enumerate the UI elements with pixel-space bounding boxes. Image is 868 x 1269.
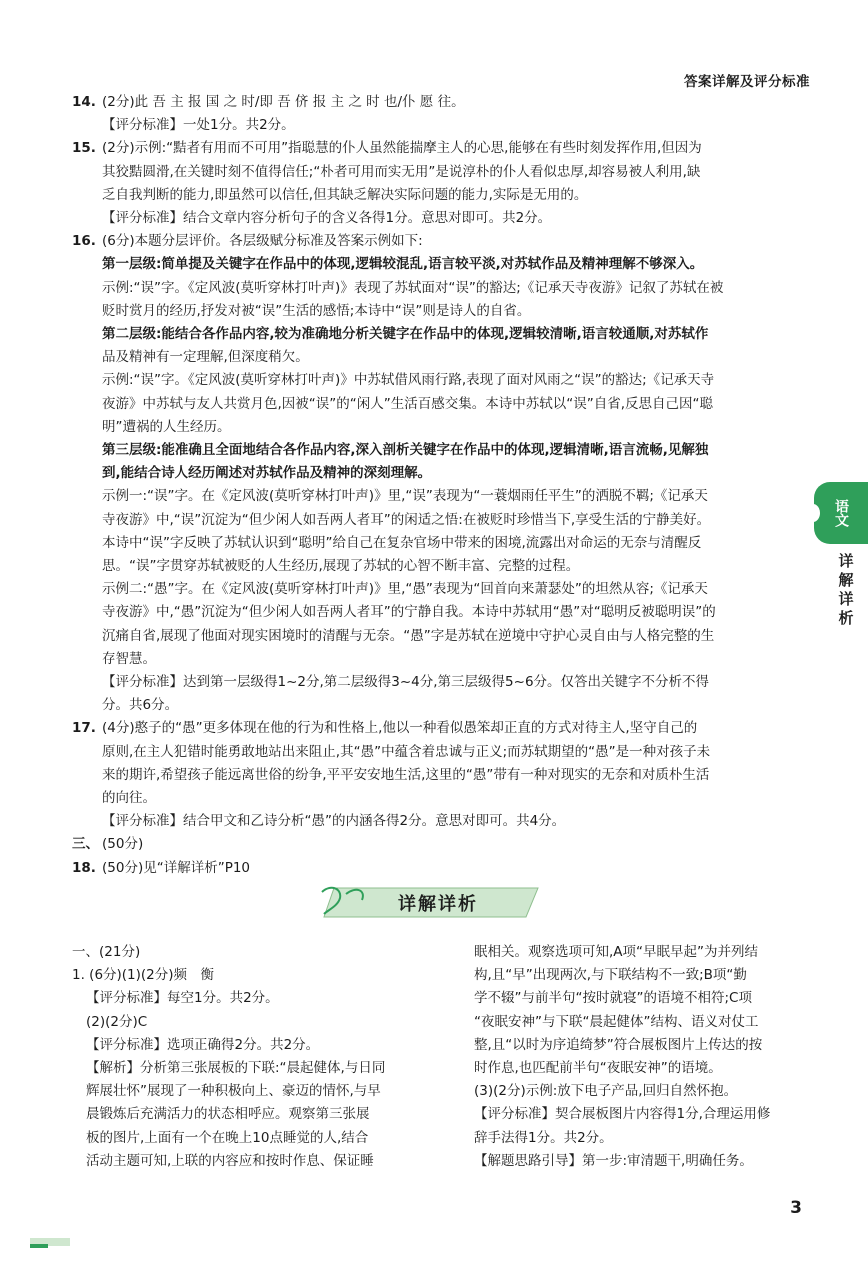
answer-line — [102, 324, 708, 344]
question-number: 三、 — [72, 836, 99, 853]
answer-line — [102, 486, 708, 506]
answer-text: 沉痛自省,展现了他面对现实困境时的清醒与无奈。“愚”字是苏轼在逆境中守护心灵自由与人格完整的生 — [102, 627, 715, 644]
column-line: 时作息,也匹配前半句“夜眠安神”的语境。 — [474, 1060, 722, 1076]
column-line: (2)(2分)C — [86, 1013, 148, 1030]
answer-line — [72, 834, 143, 854]
answer-text: (50分) — [102, 836, 144, 853]
answer-text: 存智慧。 — [102, 650, 156, 667]
answer-text: 明”遭祸的人生经历。 — [102, 418, 231, 435]
answer-text: 示例:“误”字。《定风波(莫听穿林打叶声)》表现了苏轼面对“误”的豁达;《记承天寺夜游》记叙了苏轼在被 — [102, 279, 724, 296]
answer-text: 第二层级:能结合各作品内容,较为准确地分析关键字在作品中的体现,逻辑较清晰,语言较通顺,对苏轼作 — [102, 326, 709, 342]
column-line: (3)(2分)示例:放下电子产品,回归自然怀抱。 — [474, 1083, 738, 1100]
answer-line — [102, 672, 709, 692]
answer-text: 示例一:“误”字。在《定风波(莫听穿林打叶声)》里,“误”表现为“一蓑烟雨任平生”的洒脱不羁;《记承天 — [102, 488, 708, 505]
answer-text: 来的期许,希望孩子能远离世俗的纷争,平平安安地生活,这里的“愚”带有一种对现实的无奈和对质朴生活 — [102, 766, 710, 783]
answer-line — [72, 138, 702, 158]
column-line: 1. (6分)(1)(2分)频 衡 — [72, 967, 215, 984]
answer-text: 示例二:“愚”字。在《定风波(莫听穿林打叶声)》里,“愚”表现为“回首向来萧瑟处”的坦然从容;《记承天 — [102, 581, 708, 598]
answer-text: 第一层级:简单提及关键字在作品中的体现,逻辑较混乱,语言较平淡,对苏轼作品及精神理解不够深入。 — [102, 256, 704, 273]
column-line: 晨锻炼后充满活力的状态相呼应。观察第三张展 — [86, 1106, 370, 1123]
answer-line — [102, 510, 710, 530]
column-line: “夜眠安神”与下联“晨起健体”结构、语义对仗工 — [474, 1013, 759, 1030]
answer-line — [102, 208, 551, 228]
answer-text: 原则,在主人犯错时能勇敢地站出来阻止,其“愚”中蕴含着忠诚与正义;而苏轼期望的“愚”是一种对孩子未 — [102, 743, 711, 760]
answer-line — [102, 278, 723, 298]
answer-text: 【评分标准】结合文章内容分析句子的含义各得1分。意思对即可。共2分。 — [102, 210, 552, 226]
answer-line — [102, 347, 309, 367]
answer-text: (50分)见“详解详析”P10 — [102, 859, 251, 876]
answer-line — [72, 718, 697, 738]
answer-text: 第三层级:能准确且全面地结合各作品内容,深入剖析关键字在作品中的体现,逻辑清晰,语言流畅,见解独 — [102, 442, 709, 458]
column-line: 【解析】分析第三张展板的下联:“晨起健体,与日同 — [86, 1060, 386, 1076]
answer-text: 贬时赏月的经历,抒发对被“误”生活的感悟;本诗中“误”则是诗人的自省。 — [102, 302, 531, 319]
answer-text: 寺夜游》中,“误”沉淀为“但少闲人如吾两人者耳”的闲适之悟:在被贬时珍惜当下,享受生活的宁静美好。 — [102, 511, 711, 528]
answer-text: (2分)示例:“黠者有用而不可用”指聪慧的仆人虽然能揣摩主人的心思,能够在有些时刻发挥作用,但因为 — [102, 140, 702, 157]
section-banner — [316, 884, 544, 920]
answer-line — [72, 231, 423, 251]
answer-line — [102, 394, 713, 414]
subject-tab — [814, 482, 868, 544]
answer-text: 寺夜游》中,“愚”沉淀为“但少闲人如吾两人者耳”的宁静自我。本诗中苏轼用“愚”对“聪明反被聪明误”的 — [102, 604, 716, 621]
answer-line — [102, 695, 178, 715]
answer-line — [102, 463, 431, 483]
answer-text: 到,能结合诗人经历阐述对苏轼作品及精神的深刻理解。 — [102, 465, 432, 482]
footer-logo-mark — [28, 1234, 76, 1250]
column-line: 一、(21分) — [72, 944, 141, 960]
column-line: 【评分标准】选项正确得2分。共2分。 — [86, 1036, 320, 1053]
column-line: 辉展壮怀”展现了一种积极向上、豪迈的情怀,与早 — [86, 1083, 381, 1100]
column-line: 【评分标准】契合展板图片内容得1分,合理运用修 — [474, 1106, 771, 1123]
answer-line — [102, 626, 714, 646]
column-line: 辞手法得1分。共2分。 — [474, 1129, 613, 1146]
answer-text: 其狡黠圆滑,在关键时刻不值得信任;“朴者可用而实无用”是说淳朴的仆人看似忠厚,却容易被人利用,缺 — [102, 163, 701, 180]
answer-line — [102, 417, 231, 437]
page-number: 3 — [790, 1198, 802, 1218]
answer-text: 【评分标准】达到第一层级得1~2分,第二层级得3~4分,第三层级得5~6分。仅答出关键字不分析不得 — [102, 674, 710, 690]
answer-line — [102, 162, 700, 182]
answer-line — [102, 649, 156, 669]
answer-line — [102, 742, 710, 762]
page-header: 答案详解及评分标准 — [684, 74, 810, 90]
question-number: 18. — [72, 859, 96, 876]
answer-text: 示例:“误”字。《定风波(莫听穿林打叶声)》中苏轼借风雨行路,表现了面对风雨之“误”的豁达;《记承天寺 — [102, 372, 715, 389]
banner-title: 详解详析 — [398, 894, 478, 915]
answer-text: 【评分标准】一处1分。共2分。 — [102, 117, 295, 134]
answer-line — [102, 811, 565, 831]
answer-line — [102, 765, 709, 785]
answer-text: 品及精神有一定理解,但深度稍欠。 — [102, 349, 309, 366]
answer-text: 乏自我判断的能力,即虽然可以信任,但其缺乏解决实际问题的能力,实际是无用的。 — [102, 186, 588, 203]
answer-line — [102, 788, 156, 808]
answer-text: 夜游》中苏轼与友人共赏月色,因被“误”的“闲人”生活百感交集。本诗中苏轼以“误”自省,反思自己因“聪 — [102, 395, 714, 412]
answer-line — [102, 556, 579, 576]
question-number: 15. — [72, 140, 96, 157]
answer-text: (6分)本题分层评价。各层级赋分标准及答案示例如下: — [102, 233, 423, 250]
answer-line — [102, 440, 708, 460]
column-line: 眠相关。观察选项可知,A项“早眠早起”为并列结 — [474, 944, 759, 960]
answer-text: 分。共6分。 — [102, 697, 179, 714]
column-line: 整,且“以时为序追绮梦”符合展板图片上传达的按 — [474, 1036, 763, 1053]
answer-text: (2分)此 吾 主 报 国 之 时/即 吾 侪 报 主 之 时 也/仆 愿 往。 — [102, 94, 465, 110]
answer-line — [72, 92, 465, 112]
answer-text: 本诗中“误”字反映了苏轼认识到“聪明”给自己在复杂官场中带来的困境,流露出对命运的无奈与清醒反 — [102, 534, 702, 551]
question-number: 16. — [72, 233, 96, 250]
answer-text: 的向往。 — [102, 790, 156, 806]
column-line: 活动主题可知,上联的内容应和按时作息、保证睡 — [86, 1152, 374, 1169]
question-number: 14. — [72, 94, 96, 110]
answer-text: (4分)憨子的“愚”更多体现在他的行为和性格上,他以一种看似愚笨却正直的方式对待主人,坚守自己的 — [102, 720, 698, 737]
answer-line — [102, 115, 295, 135]
answer-text: 思。“误”字贯穿苏轼被贬的人生经历,展现了苏轼的心智不断丰富、完整的过程。 — [102, 558, 580, 574]
answer-line — [102, 301, 530, 321]
column-line: 学不辍”与前半句“按时就寝”的语境不相符;C项 — [474, 990, 752, 1007]
column-line: 板的图片,上面有一个在晚上10点睡觉的人,结合 — [86, 1129, 369, 1146]
answer-line — [102, 185, 587, 205]
answer-line — [72, 858, 250, 878]
answer-text: 【评分标准】结合甲文和乙诗分析“愚”的内涵各得2分。意思对即可。共4分。 — [102, 813, 566, 830]
answer-line — [102, 254, 703, 274]
subject-label: 语文 — [833, 499, 849, 527]
answer-line — [102, 533, 701, 553]
answer-line — [102, 579, 708, 599]
question-number: 17. — [72, 720, 96, 737]
section-side-label: 详解详析 — [838, 552, 854, 627]
column-line: 【评分标准】每空1分。共2分。 — [86, 990, 279, 1007]
column-line: 构,且“早”出现两次,与下联结构不一致;B项“勤 — [474, 967, 747, 984]
answer-line — [102, 370, 714, 390]
column-line: 【解题思路引导】第一步:审清题干,明确任务。 — [474, 1152, 753, 1169]
answer-line — [102, 602, 716, 622]
